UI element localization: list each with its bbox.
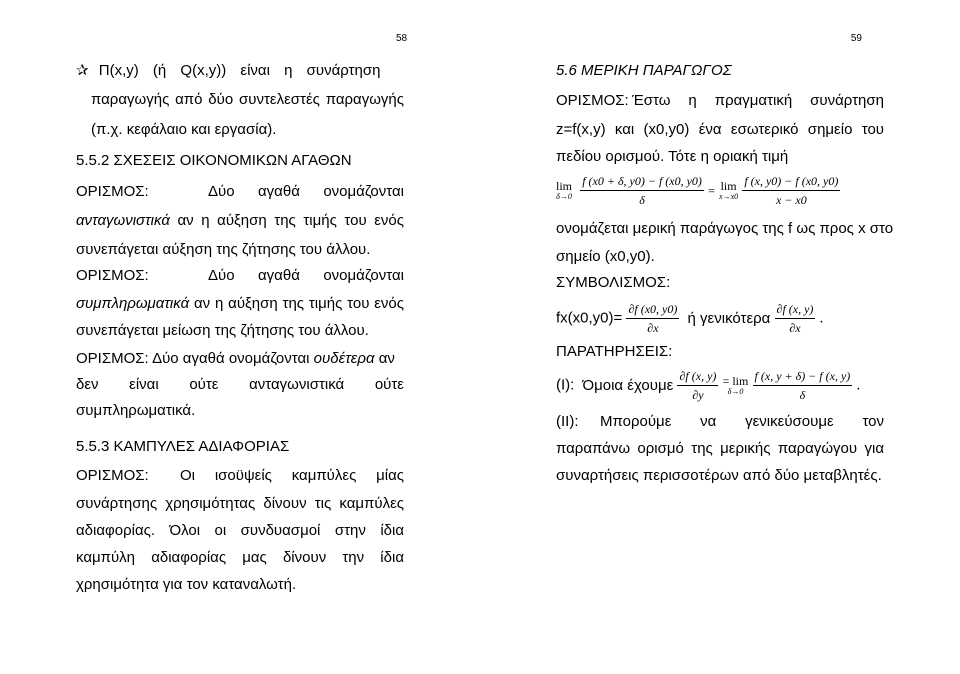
definition-4-line-5: χρησιμότητα για τον καταναλωτή. [76, 576, 297, 593]
page-number-left: 58 [396, 33, 408, 44]
after-formula-line-2: σημείο (x0,y0). [556, 248, 655, 265]
remark-2-line-2: παραπάνω ορισμό της μερικής παραγώγου για [556, 440, 884, 457]
remark-2-line-3: συναρτήσεις περισσοτέρων από δύο μεταβλητές. [556, 467, 882, 484]
definition-4-line-4: καμπύλη αδιαφορίας μας δίνουν την ίδια [76, 549, 404, 566]
definition-2-line-2: συμπληρωματικά αν η αύξηση της τιμής του ενός [76, 295, 404, 312]
section-title-5-5-2: 5.5.2 ΣΧΕΣΕΙΣ ΟΙΚΟΝΟΜΙΚΩΝ ΑΓΑΘΩΝ [76, 152, 352, 169]
definition-3-line-2: δεν είναι ούτε ανταγωνιστικά ούτε [76, 376, 404, 393]
item-line-3: (π.χ. κεφάλαιο και εργασία). [91, 121, 277, 138]
item-line-2: παραγωγής από δύο συντελεστές παραγωγής [91, 91, 404, 108]
definition-1-line-2: ανταγωνιστικά αν η αύξηση της τιμής του ενός [76, 212, 404, 229]
definition-2-line-1: ΟΡΙΣΜΟΣ: Δύο αγαθά ονομάζονται [76, 267, 404, 284]
after-formula-line-1: ονομάζεται μερική παράγωγος της f ως προς x στο [556, 220, 894, 237]
item-line-1: ✰ Π(x,y) (ή Q(x,y)) είναι η συνάρτηση [76, 62, 381, 79]
notation-formula: fx(x0,y0)= $\frac{\partial f (x0, y0)}{\partial x}$ ή γενικότερα $\frac{\partial f (x, y)}{\partial x}$ . [556, 302, 824, 335]
definition-4-line-3: αδιαφορίας. Όλοι οι συνδυασμοί στην ίδια [76, 522, 404, 539]
definition-4-line-2: συνάρτησης χρησιμότητας δίνουν τις καμπύλες [76, 495, 404, 512]
definition-line-2: z=f(x,y) και (x0,y0) ένα εσωτερικό σημείο του [556, 121, 884, 138]
definition-1-line-1: ΟΡΙΣΜΟΣ: Δύο αγαθά ονομάζονται [76, 183, 404, 200]
remark-1: (I): Όμοια έχουμε $\frac{\partial f (x, y)}{\partial y}$ = lim δ→0 $\frac{f (x, y + \delta) - f (x, y)}{\delta}$ . [556, 369, 861, 402]
definition-1-line-3: συνεπάγεται αύξηση της ζήτησης του άλλου. [76, 241, 371, 258]
partial-derivative-formula: lim δ→0 $\frac{f (x0 + \delta, y0) - f (x0, y0)}{\delta}$ = lim x→x0 $\frac{f (x, y0) - f (x0, y0)}{x - x0}$ [556, 174, 839, 207]
remarks-title: ΠΑΡΑΤΗΡΗΣΕΙΣ: [556, 343, 673, 360]
definition-2-line-3: συνεπάγεται μείωση της ζήτησης του άλλου. [76, 322, 369, 339]
definition-3-line-1: ΟΡΙΣΜΟΣ: Δύο αγαθά ονομάζονται ουδέτερα αν [76, 350, 395, 367]
remark-2-line-1: (II): Μπορούμε να γενικεύσουμε τον [556, 413, 884, 430]
definition-line-3: πεδίου ορισμού. Τότε η οριακή τιμή [556, 148, 789, 165]
definition-4-line-1: ΟΡΙΣΜΟΣ: Οι ισοϋψείς καμπύλες μίας [76, 467, 404, 484]
star-icon: ✰ [76, 62, 89, 79]
definition-3-line-3: συμπληρωματικά. [76, 402, 196, 419]
definition-line-1: ΟΡΙΣΜΟΣ: Έστω η πραγματική συνάρτηση [556, 92, 884, 109]
page-number-right: 59 [850, 33, 862, 44]
section-title-5-6: 5.6 ΜΕΡΙΚΗ ΠΑΡΑΓΩΓΟΣ [556, 62, 732, 79]
right-page [480, 0, 960, 674]
notation-title: ΣΥΜΒΟΛΙΣΜΟΣ: [556, 274, 671, 291]
section-title-5-5-3: 5.5.3 ΚΑΜΠΥΛΕΣ ΑΔΙΑΦΟΡΙΑΣ [76, 438, 290, 455]
